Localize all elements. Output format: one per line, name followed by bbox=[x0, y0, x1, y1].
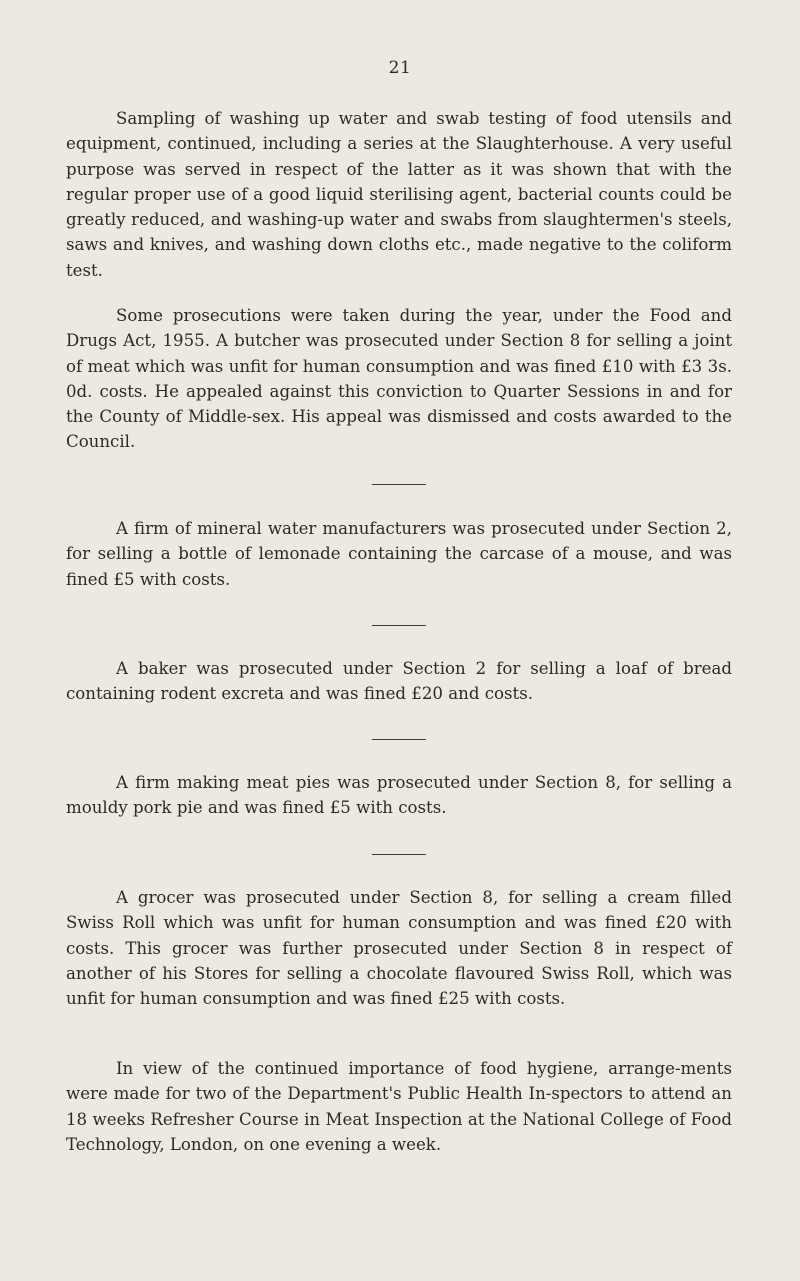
section-divider bbox=[372, 625, 426, 626]
section-divider bbox=[372, 484, 426, 485]
section-divider bbox=[372, 854, 426, 855]
page-number: 21 bbox=[388, 58, 412, 78]
paragraph-mineral-water: A firm of mineral water manufacturers was prosecuted under Section 2, for selling a bottle of lemonade containing the carcase of a mouse, and was fined £5 with costs. bbox=[66, 519, 732, 589]
paragraph-grocer: A grocer was prosecuted under Section 8, for selling a cream filled Swiss Roll which was unfit for human consumption and was fined £20 with costs. This grocer was further prosecuted under Section 8 in respect of another of his Stores for selling a chocolate flavoured Swiss Roll, which was unfit for human consumption and was fined £25 with costs. bbox=[66, 888, 732, 1009]
paragraph-baker: A baker was prosecuted under Section 2 for selling a loaf of bread containing rodent excreta and was fined £20 and costs. bbox=[66, 659, 732, 704]
paragraph-meat-pies: A firm making meat pies was prosecuted under Section 8, for selling a mouldy pork pie and was fined £5 with costs. bbox=[66, 773, 732, 818]
paragraph-food-hygiene-course: In view of the continued importance of food hygiene, arrange-ments were made for two of the Department's Public Health In-spectors to attend an 18 weeks Refresher Course in Meat Inspection at the National College of Food Technology, London, on one evening a week. bbox=[66, 1059, 732, 1154]
paragraph-sampling: Sampling of washing up water and swab testing of food utensils and equipment, continued, including a series at the Slaughterhouse. A very useful purpose was served in respect of the latter as it was shown that with the regular proper use of a good liquid sterilising agent, bacterial counts could be greatly reduced, and washing-up water and swabs from slaughtermen's steels, saws and knives, and washing down cloths etc., made negative to the coliform test. bbox=[66, 109, 732, 280]
section-divider bbox=[372, 739, 426, 740]
paragraph-prosecutions-butcher: Some prosecutions were taken during the year, under the Food and Drugs Act, 1955. A butcher was prosecuted under Section 8 for selling a joint of meat which was unfit for human consumption and was fined £10 with £3 3s. 0d. costs. He appealed against this conviction to Quarter Sessions in and for the County of Middle-sex. His appeal was dismissed and costs awarded to the Council. bbox=[66, 306, 732, 452]
